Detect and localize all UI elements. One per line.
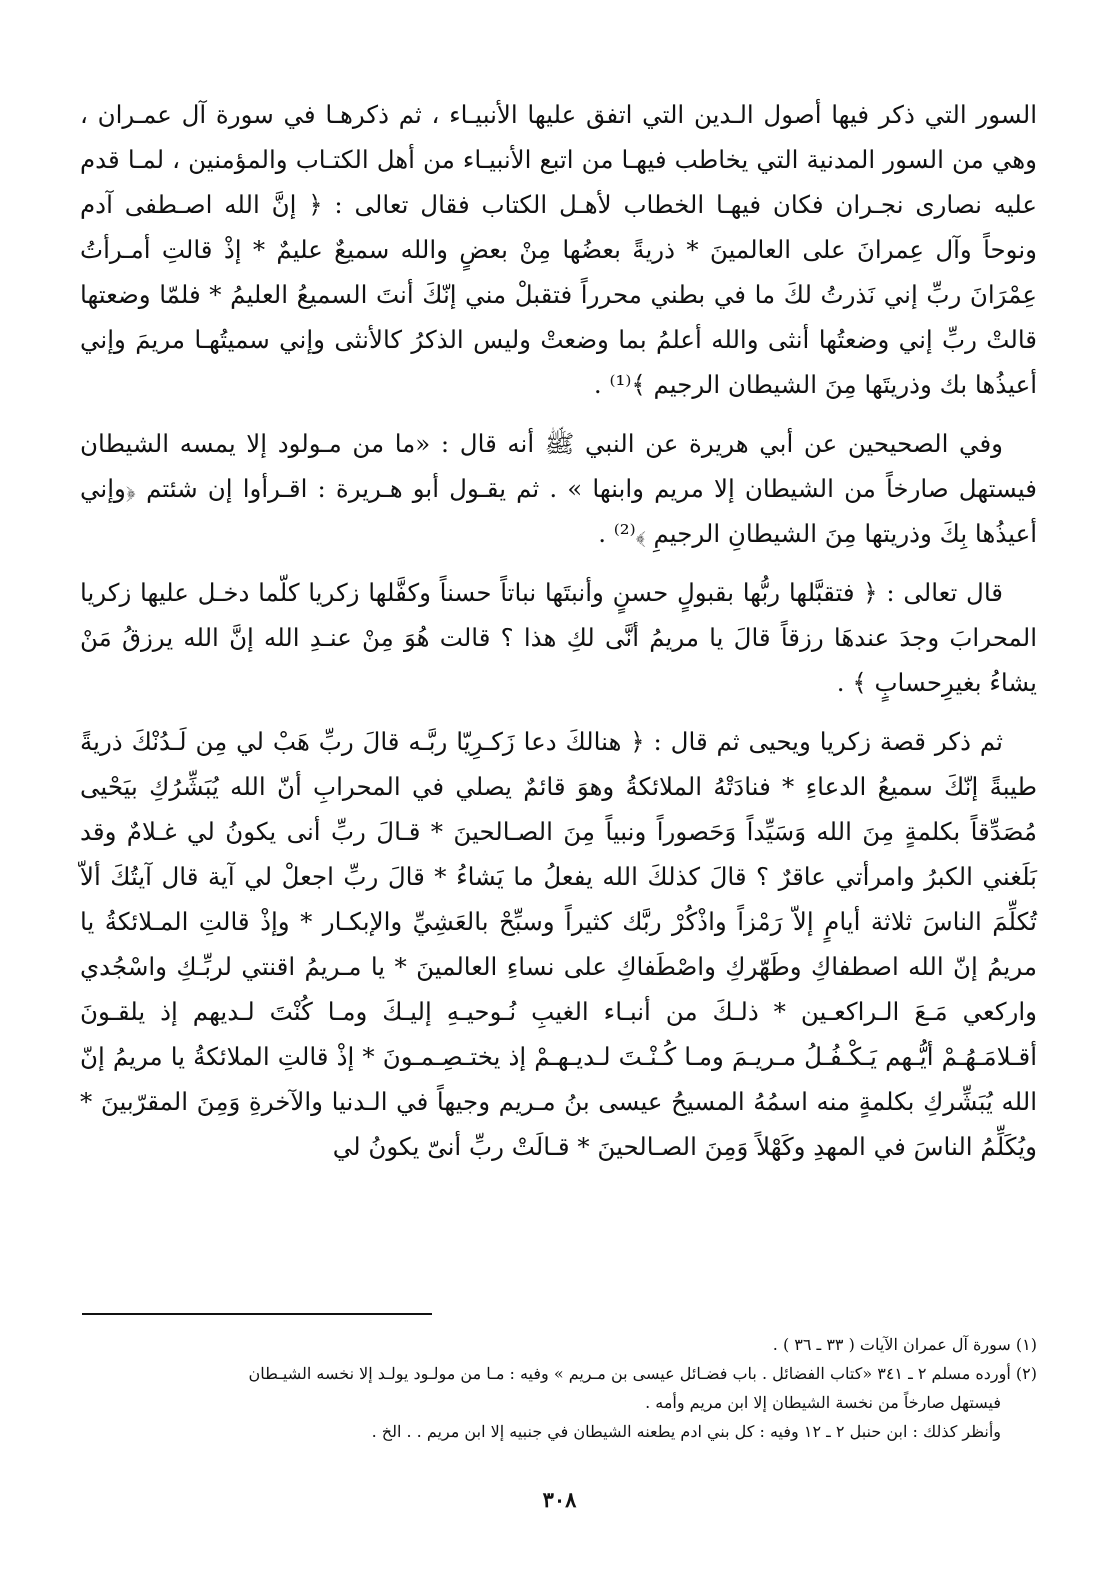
footnote-2-continuation: فيستهل صارخاً من نخسة الشيطان إلا ابن مريم وأمه . — [645, 1393, 1001, 1412]
footnotes — [80, 1330, 1037, 1446]
page-number: ٣٠٨ — [542, 1487, 577, 1512]
footnote-3: وأنظر كذلك : ابن حنبل ٢ ـ ١٢ وفيه : كل بني ادم يطعنه الشيطان في جنبيه إلا ابن مريم . . الخ . — [371, 1422, 1001, 1441]
footnote-1: (١) سورة آل عمران الآيات ( ٣٣ ـ ٣٦ ) . — [772, 1335, 1037, 1354]
paragraph-3: قال تعالى : ﴿ فتقبَّلها ربُّها بقبولٍ حسنٍ وأنبتَها نباتاً حسناً وكفَّلها زكريا كلّما دخـل عليها زكريا المحرابَ وجدَ عندهَا رزقاً قالَ يا مريمُ أنَّى لكِ هذا ؟ قالت هُوَ مِنْ عنـدِ الله إنَّ الله يرزقُ مَنْ يشاءُ بغيرِحسابٍ ﴾ . — [80, 578, 1037, 697]
paragraph-2: وفي الصحيحين عن أبي هريرة عن النبي ﷺ أنه قال : «ما من مـولود إلا يمسه الشيطان فيستهل صارخاً من الشيطان إلا مريم وابنها » . ثم يقـول أبو هـريرة : اقـرأوا إن شئتم ﴿وإني أعيذُها بِكَ وذريتها مِنَ الشيطانِ الرجيمِ ﴾⁽²⁾ . — [80, 429, 1037, 548]
paragraph-4: ثم ذكر قصة زكريا ويحيى ثم قال : ﴿ هنالكَ دعا زَكـرِيّا ربَّـه قالَ ربِّ هَبْ لي مِن لَـدُنْكَ ذريةً طيبةً إنّكَ سميعُ الدعاءِ * فنادَتْهُ الملائكةُ وهوَ قائمٌ يصلي في المحرابِ أنّ الله يُبَشِّرُكِ بيَحْيى مُصَدِّقاً بكلمةٍ مِنَ الله وَسَيِّداً وَحَصوراً ونبياً مِنَ الصـالحينَ * قـالَ ربِّ أنى يكونُ لي غـلامٌ وقد بَلَغني الكبرُ وامرأتي عاقرٌ ؟ قالَ كذلكَ الله يفعلُ ما يَشاءُ * قالَ ربِّ اجعلْ لي آية قال آيتُكَ ألاّ تُكلِّمَ الناسَ ثلاثة أيامٍ إلاّ رَمْزاً واذْكُرْ ربَّك كثيراً وسبِّحْ بالعَشِيِّ والإبكـار * وإذْ قالتِ المـلائكةُ يا مريمُ إنّ الله اصطفاكِ وطَهّركِ واصْطَفاكِ على نساءِ العالمينَ * يا مـريمُ اقنتي لربِّـكِ واسْجُدي واركعي مَـعَ الـراكعـين * ذلـكَ من أنبـاء الغيبِ نُـوحيـهِ إليـكَ ومـا كُنْتَ لـديهم إذ يلقـونَ أقـلامَـهُـمْ أيُّـهم يَـكْـفُـلُ مـريـمَ ومـا كُـنْـتَ لـديـهـمْ إذ يختـصِـمـونَ * إذْ قالتِ الملائكةُ يا مريمُ إنّ الله يُبَشِّركِ بكلمةٍ منه اسمُهُ المسيحُ عيسى بنُ مـريم وجيهاً في الـدنيا والآخرةِ وَمِنَ المقرّبينَ * ويُكَلِّمُ الناسَ في المهدِ وكَهْلاً وَمِنَ الصـالحينَ * قـالَتْ ربِّ أنىّ يكونُ لي — [80, 727, 1037, 1161]
body-text — [80, 92, 1037, 1183]
paragraph-1: السور التي ذكر فيها أصول الـدين التي اتفق عليها الأنبيـاء ، ثم ذكرهـا في سورة آل عمـران ، وهي من السور المدنية التي يخاطب فيهـا من اتبع الأنبيـاء من أهل الكتـاب والمؤمنين ، لمـا قدم عليه نصارى نجـران فكان فيهـا الخطاب لأهـل الكتاب فقال تعالى : ﴿ إنَّ الله اصـطفى آدم ونوحاً وآل عِمرانَ على العالمينَ * ذريةً بعضُها مِنْ بعضٍ والله سميعٌ عليمٌ * إذْ قالتِ أمـرأتُ عِمْرَانَ ربِّ إني نَذرتُ لكَ ما في بطني محرراً فتقبلْ مني إنّكَ أنتَ السميعُ العليمُ * فلمّا وضعتها قالتْ ربِّ إني وضعتُها أنثى والله أعلمُ بما وضعتْ وليس الذكرُ كالأنثى وإني سميتُهـا مريمَ وإني أعيذُها بك وذريتَها مِنَ الشيطان الرجيم ﴾⁽¹⁾ . — [80, 100, 1037, 399]
footnote-2: (٢) أورده مسلم ٢ ـ ٣٤١ «كتاب الفضائل . باب فضـائل عيسى بن مـريم » وفيه : مـا من مولـود يولـد إلا نخسه الشيـطان — [248, 1364, 1037, 1383]
footnote-divider — [82, 1313, 432, 1315]
